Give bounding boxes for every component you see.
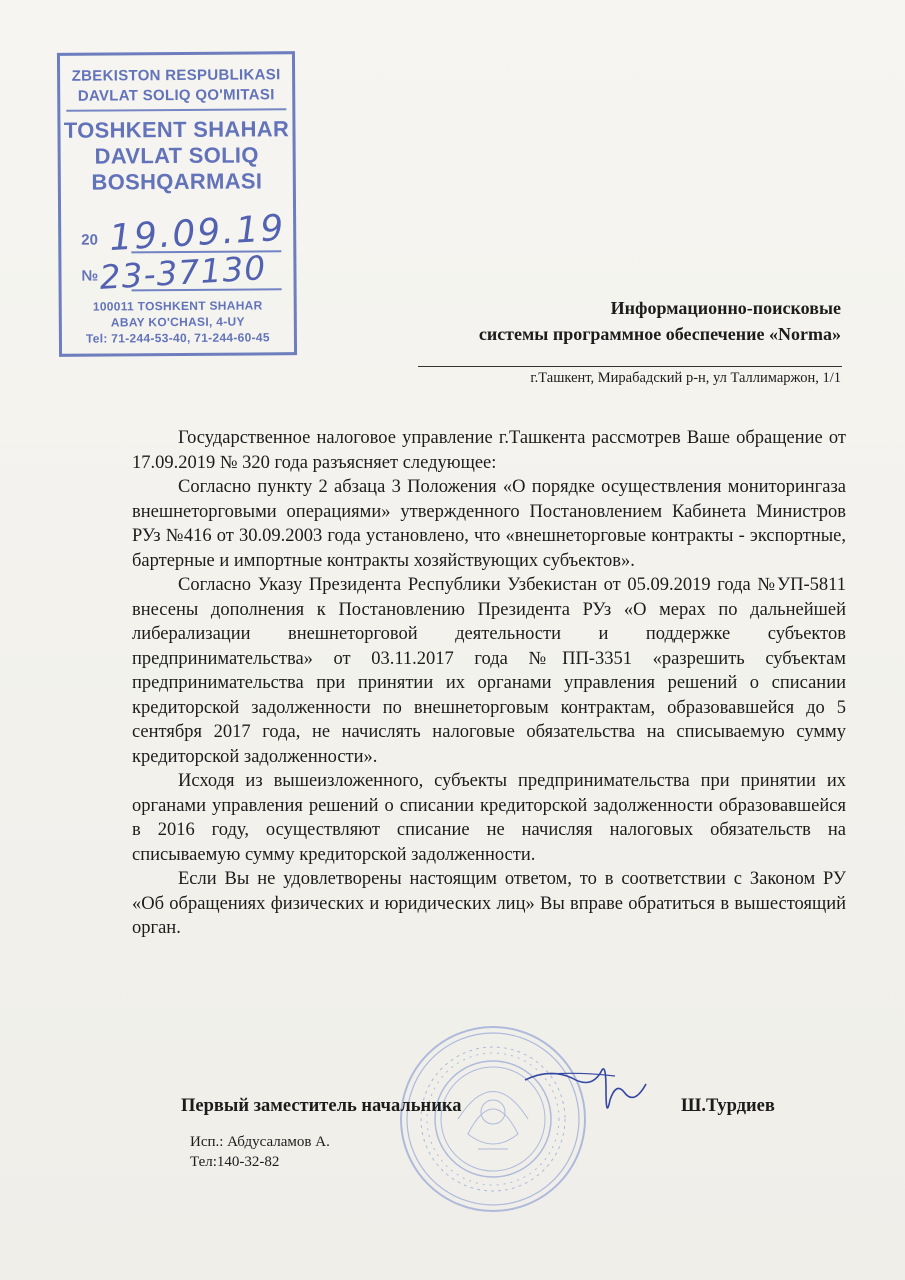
paragraph: Согласно Указу Президента Республики Узбекистан от 05.09.2019 года №УП-5811 внесены дополнения к Постановлению Президента РУз «О мерах по дальнейшей либерализации внешнеторговой деятельности и поддержке субъектов предпринимательства» от 03.11.2017 года №ПП-3351 «разрешить субъектам предпринимательства при принятии их органами управления решений о списании кредиторской задолженности по внешнеторговым контрактам, образовавшейся до 5 сентября 2017 года, не начислять налоговые обязательства на списываемую сумму кредиторской задолженности». (132, 575, 846, 767)
paragraph: Государственное налоговое управление г.Ташкента рассмотрев Ваше обращение от 17.09.2019 № 320 года разъясняет следующее: (132, 428, 846, 473)
paragraph: Согласно пункту 2 абзаца 3 Положения «О порядке осуществления мониторингаза внешнеторговыми операциями» утвержденного Постановлением Кабинета Министров РУз №416 от 30.09.2003 года установлено, что «внешнеторговые контракты - экспортные, бартерные и импортные контракты хозяйствующих субъектов». (132, 477, 846, 571)
addressee-rule (418, 366, 842, 367)
stamp-line-3: TOSHKENT SHAHAR (63, 116, 290, 143)
addressee-address: г.Ташкент, Мирабадский р-н, ул Таллимаржон, 1/1 (530, 370, 841, 386)
signatory-name: Ш.Турдиев (681, 1096, 775, 1116)
stamp-handwritten-date: 19.09.19 (108, 207, 287, 260)
paragraph: Исходя из вышеизложенного, субъекты предпринимательства при принятии их органами управления решений о списании кредиторской задолженности образовавшейся в 2016 году, осуществляют списание не начисляя налоговых обязательств на списываемую сумму кредиторской задолженности. (132, 771, 846, 865)
stamp-divider (66, 108, 286, 112)
addressee-block (479, 295, 841, 347)
stamp-address-1: 100011 TOSHKENT SHAHAR (92, 298, 263, 314)
executor-block (190, 1132, 330, 1172)
stamp-line-1: ZBEKISTON RESPUBLIKASI (71, 66, 281, 85)
stamp-number-prefix: № (81, 267, 99, 285)
stamp-year-prefix: 20 (81, 231, 98, 249)
stamp-handwritten-number: 23-37130 (98, 248, 268, 297)
stamp-address-2: ABAY KO'CHASI, 4-UY (110, 314, 245, 330)
signatory-title: Первый заместитель начальника (181, 1096, 462, 1116)
addressee-line-2: системы программное обеспечение «Norma» (478, 324, 841, 344)
stamp-number-line (132, 288, 282, 291)
stamp-line-4: DAVLAT SOLIQ (94, 142, 259, 169)
letter-body (132, 426, 846, 941)
stamp-phones: Tel: 71-244-53-40, 71-244-60-45 (85, 330, 270, 346)
stamp-line-2: DAVLAT SOLIQ QO'MITASI (77, 86, 275, 105)
executor-phone: Тел:140-32-82 (190, 1154, 280, 1170)
signature-icon (520, 1060, 650, 1130)
addressee-line-1: Информационно-поисковые (610, 298, 841, 318)
stamp-line-5: BOSHQARMASI (91, 168, 263, 195)
registration-stamp (57, 51, 297, 357)
executor-name: Исп.: Абдусаламов А. (190, 1134, 330, 1150)
paragraph: Если Вы не удовлетворены настоящим ответом, то в соответствии с Законом РУ «Об обращениях физических и юридических лиц» Вы вправе обратиться в вышестоящий орган. (132, 869, 846, 938)
